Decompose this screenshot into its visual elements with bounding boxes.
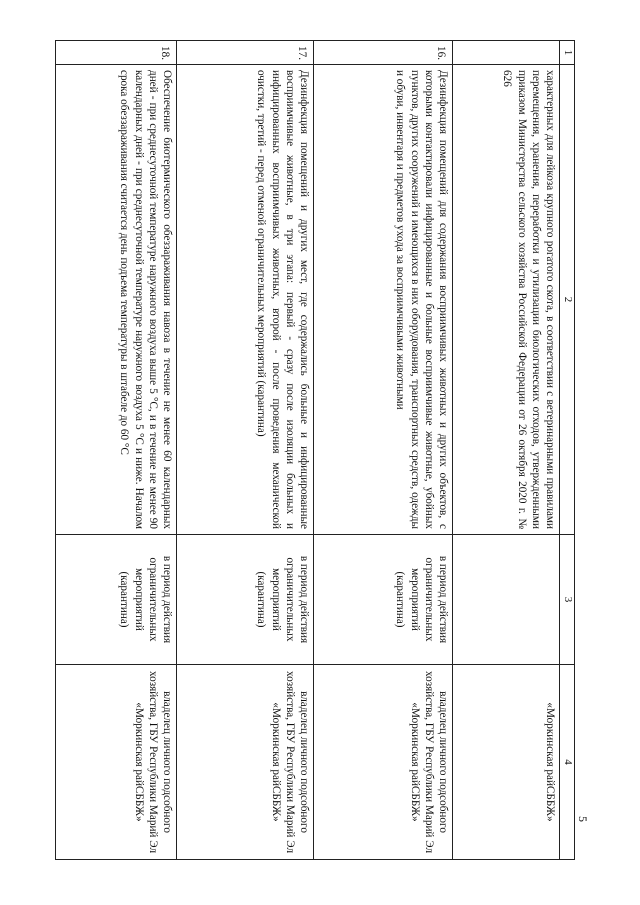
header-col-2: 2	[560, 65, 575, 535]
measure-description: Дезинфекция помещений для содержания восприимчивых животных и других объектов, с которыми контактировали инфицированные и больные восприимчивые животные, убойных пунктов, других сооружений и имеющихся в них оборудования, транспортных средств, одежды и обуви, инвентаря и предметов ухода за восприимчивыми животными	[314, 65, 453, 535]
row-number-cell	[453, 41, 560, 65]
header-col-4: 4	[560, 665, 575, 860]
header-col-3: 3	[560, 535, 575, 665]
row-number: 17.	[177, 41, 314, 65]
measure-period: в период действия ограничительных мероприятий (карантина)	[314, 535, 453, 665]
measure-period: в период действия ограничительных мероприятий (карантина)	[56, 535, 177, 665]
measure-period	[453, 535, 560, 665]
measure-responsible: владелец личного подсобного хозяйства, ГБУ Республики Марий Эл «Моркинская райСББЖ»	[314, 665, 453, 860]
table-row	[314, 41, 453, 860]
measure-description: Обеспечение биотермического обеззараживания навоза в течение не менее 60 календарных дней - при среднесуточной температуре наружного воздуха выше 5 °С, и в течение не менее 90 календарных дней - при среднесуточной температуре наружного воздуха 5 °С и ниже. Началом срока обеззараживания считается день подъема температуры в штабеле до 60 °С	[56, 65, 177, 535]
measure-description: характерных для лейкоза крупного рогатого скота, в соответствии с ветеринарными правилами перемещения, хранения, переработки и утилизации биологических отходов, утвержденными приказом Министерства сельского хозяйства Российской Федерации от 26 октября 2020 г. № 626	[453, 65, 560, 535]
table-row	[177, 41, 314, 860]
page-number: 5	[576, 816, 590, 822]
row-number: 18.	[56, 41, 177, 65]
measure-responsible: «Моркинская райСББЖ»	[453, 665, 560, 860]
measure-description: Дезинфекция помещений и других мест, где содержались больные и инфицированные восприимчивые животные, в три этапа: первый - сразу после изоляции больных и инфицированных восприимчивых животных, второй - после проведения механической очистки, третий - перед отменой ограничительных мероприятий (карантина)	[177, 65, 314, 535]
header-col-1: 1	[560, 41, 575, 65]
measure-responsible: владелец личного подсобного хозяйства, ГБУ Республики Марий Эл «Моркинская райСББЖ»	[177, 665, 314, 860]
table-header-row	[560, 41, 575, 860]
measures-table	[55, 40, 575, 860]
table-row-continuation	[453, 41, 560, 860]
measure-period: в период действия ограничительных мероприятий (карантина)	[177, 535, 314, 665]
row-number: 16.	[314, 41, 453, 65]
measure-responsible: владелец личного подсобного хозяйства, ГБУ Республики Марий Эл «Моркинская райСББЖ»	[56, 665, 177, 860]
table-row	[56, 41, 177, 860]
